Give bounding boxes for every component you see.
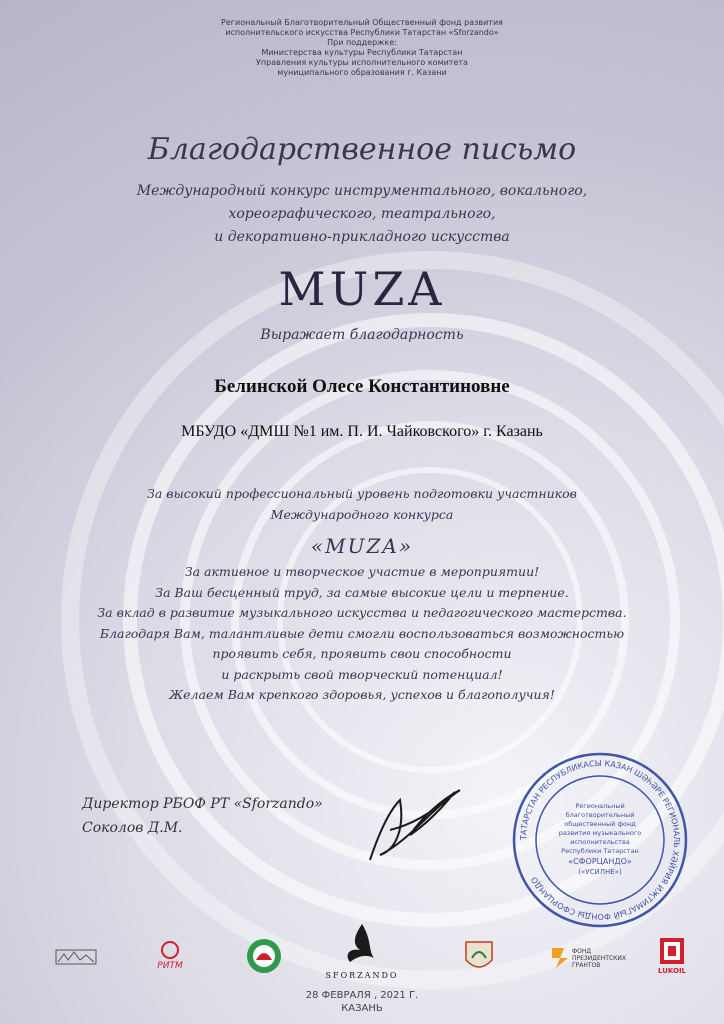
recipient-name: Белинской Олесе Константиновне [214, 376, 510, 397]
body-line: За активное и творческое участие в мероприятии! [184, 564, 540, 579]
body-line: За Ваш бесценный труд, за самые высокие цели и терпение. [155, 584, 569, 600]
signatory-name: Соколов Д.М. [82, 820, 183, 836]
ritm-logo-text: РИТМ [157, 961, 183, 971]
issue-date: 28 ФЕВРАЛЯ , 2021 Г. [305, 990, 419, 1001]
presidential-grants-text: ПРЕЗИДЕНТСКИХ [572, 955, 626, 962]
stamp-line: («УСИЛНЕ») [578, 868, 622, 876]
sforzando-logo-text: SFORZANDO [325, 971, 399, 980]
stamp-outer-text: ТАТАРСТАН РЕСПУБЛИКАСЫ КАЗАН ШӘҺӘРЕ РЕГИОНАЛЬ ХӘЙРИЯ ИҖТИМАГЫЙ ФОНДЫ СФОРЦАНДО [518, 758, 682, 922]
body-line: Международного конкурса [270, 506, 454, 522]
stamp-line: благотворительный [565, 811, 635, 819]
sforzando-logo [322, 920, 402, 982]
lukoil-logo-text: LUKOIL [657, 967, 687, 975]
presidential-grants-text: ФОНД [572, 948, 592, 955]
header-line: Региональный Благотворительный Общественный фонд развития [221, 18, 503, 27]
signatory-title: Директор РБОФ РТ «Sforzando» [82, 796, 323, 812]
issue-city: КАЗАНЬ [341, 1003, 383, 1014]
contest-quote: «MUZA» [310, 534, 414, 558]
official-stamp [510, 750, 690, 930]
stamp-line: развития музыкального [558, 829, 642, 837]
body-line: За вклад в развитие музыкального искусства и педагогического мастерства. [97, 605, 627, 620]
thanks-text: Выражает благодарность [260, 327, 464, 343]
header-line: исполнительского искусства Республики Татарстан «Sforzando» [225, 28, 499, 37]
header-block [0, 18, 724, 78]
lukoil-logo [652, 936, 692, 976]
tatarstan-emblem [244, 936, 284, 976]
contest-description [0, 180, 724, 249]
presidential-grants-logo [548, 942, 626, 972]
stamp-line: «СФОРЦАНДО» [568, 857, 632, 866]
body-line: Желаем Вам крепкого здоровья, успехов и благополучия! [169, 687, 555, 702]
header-line: Министерства культуры Республики Татарстан [261, 48, 463, 57]
body-line: За высокий профессиональный уровень подготовки участников [147, 486, 577, 501]
institution-name: МБУДО «ДМШ №1 им. П. И. Чайковского» г. Казань [181, 423, 543, 440]
body-line: и раскрыть свой творческий потенциал! [221, 666, 503, 682]
kazan-coat-of-arms [462, 938, 496, 974]
body-line: Благодаря Вам, талантливые дети смогли воспользоваться возможностью [99, 625, 625, 641]
subtitle-line: Международный конкурс инструментального, вокального, [136, 183, 588, 199]
body-intro [0, 484, 724, 525]
presidential-grants-text: ГРАНТОВ [572, 962, 601, 969]
handwritten-signature [350, 770, 470, 870]
contest-name: MUZA [278, 262, 446, 316]
header-line: муниципального образования г. Казани [277, 68, 447, 77]
stamp-line: Региональный [575, 802, 625, 810]
sponsor-logo-city [52, 940, 102, 970]
header-line: Управления культуры исполнительного комитета [256, 58, 468, 67]
subtitle-line: хореографического, театрального, [228, 206, 496, 222]
body-text [0, 562, 724, 706]
page-title: Благодарственное письмо [147, 132, 577, 167]
ritm-logo [148, 938, 192, 972]
stamp-line: исполнительства [570, 838, 630, 846]
header-line: При поддержке: [327, 38, 397, 47]
subtitle-line: и декоративно-прикладного искусства [214, 229, 510, 245]
stamp-line: общественный фонд [564, 820, 636, 828]
stamp-line: Республики Татарстан [561, 847, 639, 855]
body-line: проявить себя, проявить свои способности [212, 646, 512, 661]
